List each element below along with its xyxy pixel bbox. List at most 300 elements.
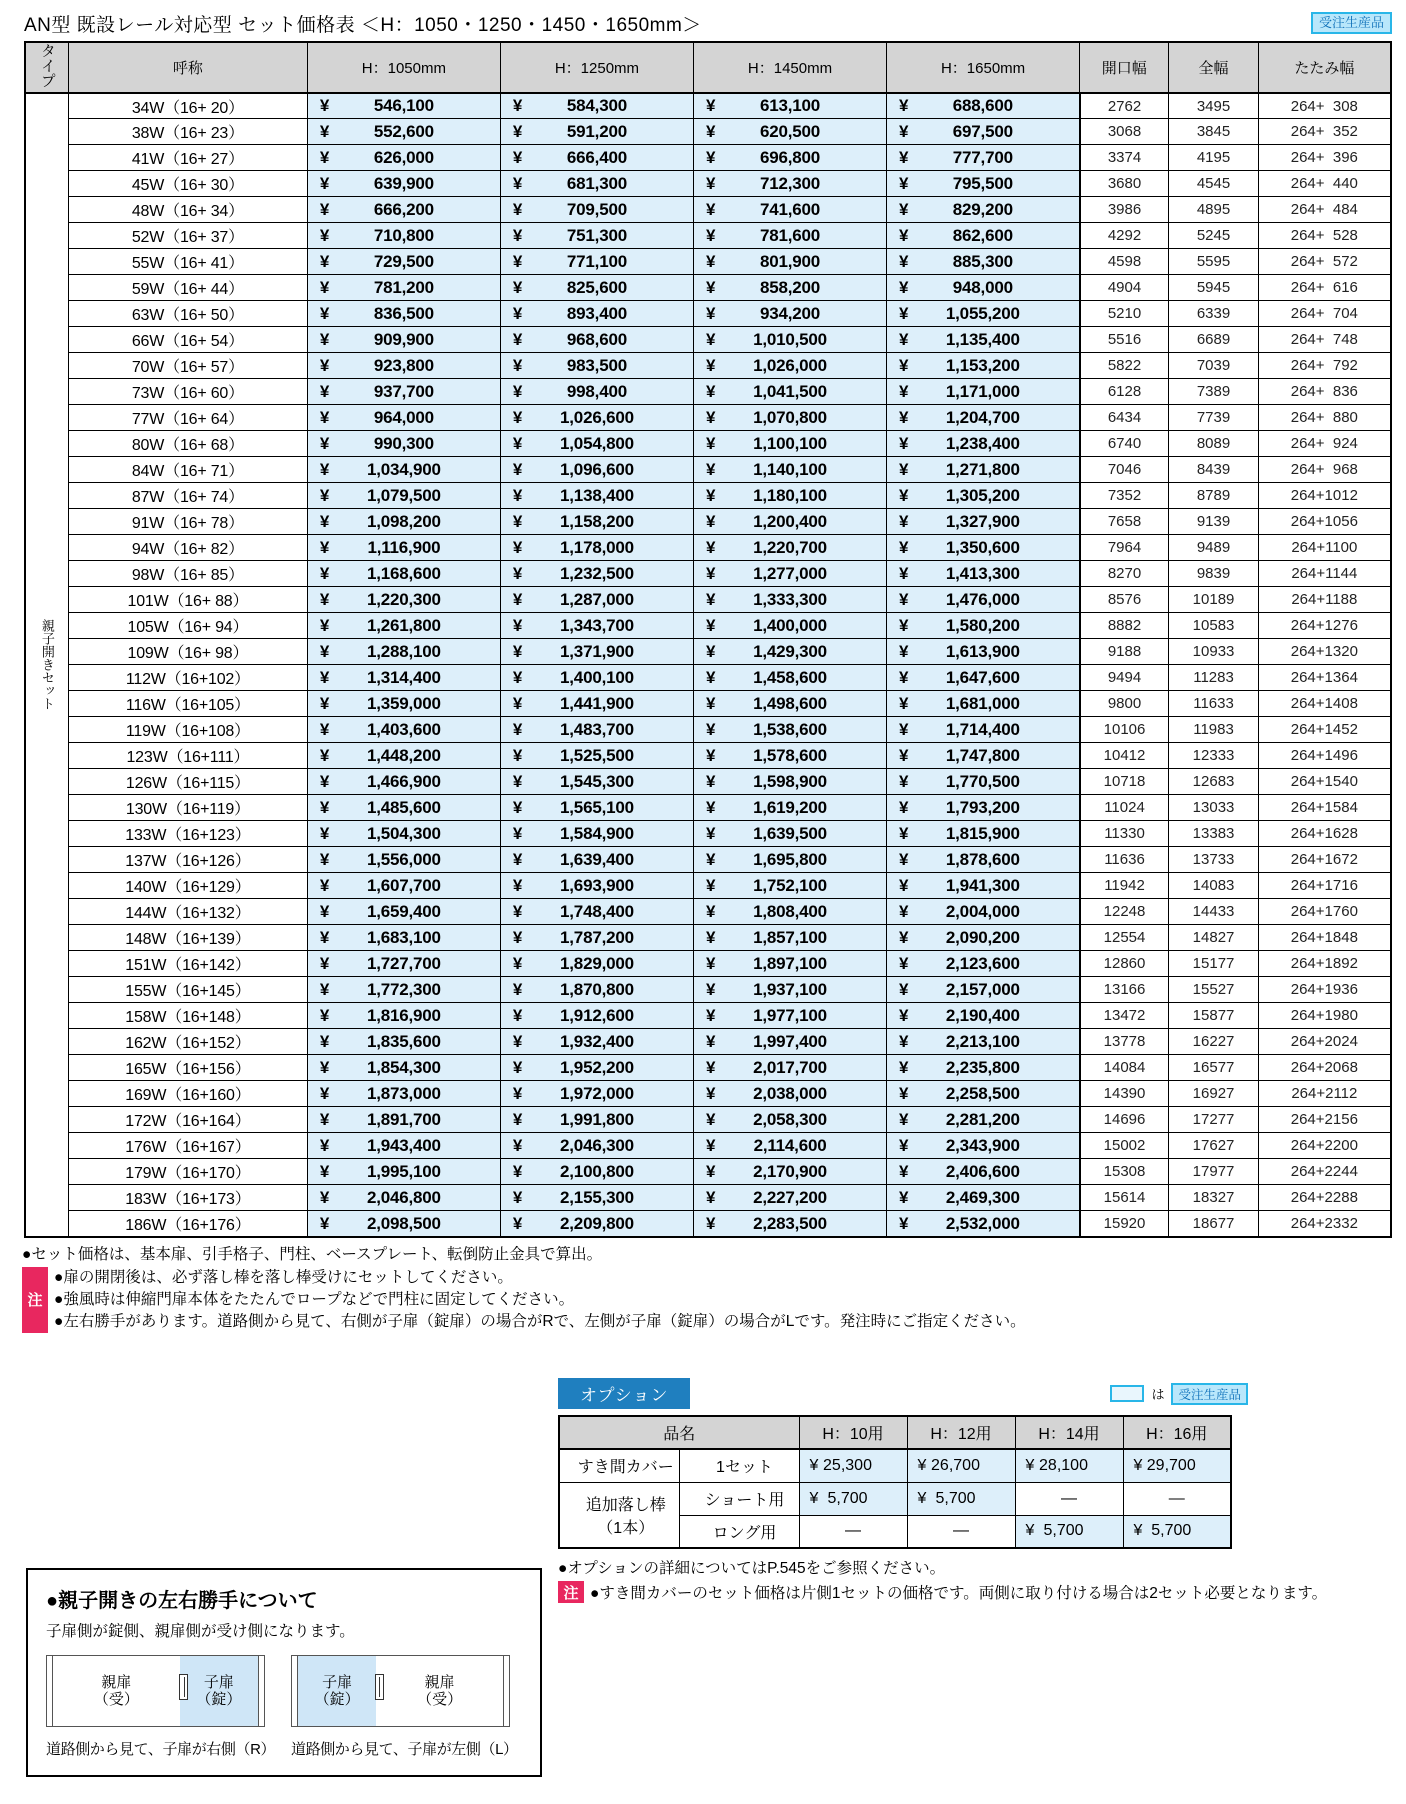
price-cell-h1650: ¥ 1,171,000 bbox=[887, 379, 1080, 405]
folded-width-cell: 264+ 704 bbox=[1258, 301, 1391, 327]
price-cell-h1650: ¥ 1,350,600 bbox=[887, 535, 1080, 561]
yen-symbol: ¥ bbox=[319, 771, 330, 791]
price-cell-h1050: ¥ 923,800 bbox=[307, 353, 500, 379]
yen-symbol: ¥ bbox=[899, 901, 909, 921]
option-price-empty: — bbox=[1123, 1482, 1231, 1515]
yen-symbol: ¥ bbox=[899, 1057, 909, 1077]
price-cell-h1450: ¥ 1,997,400 bbox=[693, 1029, 886, 1055]
yen-symbol: ¥ bbox=[899, 563, 909, 583]
yen-symbol: ¥ bbox=[899, 329, 909, 349]
price-cell-h1650: ¥ 948,000 bbox=[887, 275, 1080, 301]
row-name: 105W（16+ 94） bbox=[68, 613, 307, 639]
opening-width-cell: 6434 bbox=[1080, 405, 1169, 431]
folded-width-cell: 264+ 440 bbox=[1258, 171, 1391, 197]
table-row bbox=[25, 93, 1391, 119]
gate-post-left-icon bbox=[46, 1655, 53, 1727]
row-name: 73W（16+ 60） bbox=[68, 379, 307, 405]
yen-symbol: ¥ bbox=[512, 1031, 523, 1051]
option-price-h10: ¥ 5,700 bbox=[799, 1482, 907, 1515]
row-name: 176W（16+167） bbox=[68, 1133, 307, 1159]
yen-symbol: ¥ bbox=[319, 537, 330, 557]
yen-symbol: ¥ bbox=[705, 355, 716, 375]
price-cell-h1250: ¥ 1,054,800 bbox=[500, 431, 693, 457]
price-cell-h1050: ¥ 1,288,100 bbox=[307, 639, 500, 665]
price-cell-h1250: ¥ 681,300 bbox=[500, 171, 693, 197]
total-width-cell: 13383 bbox=[1169, 821, 1258, 847]
price-cell-h1450: ¥ 1,400,000 bbox=[693, 613, 886, 639]
yen-symbol: ¥ bbox=[899, 667, 909, 687]
option-price-h10: ¥ 25,300 bbox=[799, 1449, 907, 1482]
yen-symbol: ¥ bbox=[899, 277, 909, 297]
total-width-cell: 16227 bbox=[1169, 1029, 1258, 1055]
total-width-cell: 6339 bbox=[1169, 301, 1258, 327]
table-row bbox=[25, 275, 1391, 301]
yen-symbol: ¥ bbox=[512, 225, 523, 245]
folded-width-cell: 264+1980 bbox=[1258, 1003, 1391, 1029]
row-name: 123W（16+111） bbox=[68, 743, 307, 769]
option-caution-group bbox=[558, 1581, 1328, 1603]
yen-symbol: ¥ bbox=[512, 355, 523, 375]
price-cell-h1650: ¥ 688,600 bbox=[887, 93, 1080, 119]
yen-symbol: ¥ bbox=[512, 875, 523, 895]
yen-symbol: ¥ bbox=[899, 511, 909, 531]
opening-width-cell: 14696 bbox=[1080, 1107, 1169, 1133]
folded-width-cell: 264+1100 bbox=[1258, 535, 1391, 561]
yen-symbol: ¥ bbox=[705, 407, 716, 427]
caution-item: ●強風時は伸縮門扉本体をたたんでロープなどで門柱に固定してください。 bbox=[54, 1290, 575, 1308]
opening-width-cell: 6128 bbox=[1080, 379, 1169, 405]
price-cell-h1650: ¥ 1,793,200 bbox=[887, 795, 1080, 821]
yen-symbol: ¥ bbox=[512, 901, 523, 921]
table-row bbox=[25, 795, 1391, 821]
price-cell-h1050: ¥ 1,873,000 bbox=[307, 1081, 500, 1107]
yen-symbol: ¥ bbox=[319, 1005, 330, 1025]
yen-symbol: ¥ bbox=[809, 1456, 819, 1474]
yen-symbol: ¥ bbox=[899, 459, 909, 479]
option-price-h14: ¥ 5,700 bbox=[1015, 1515, 1123, 1548]
gate-post-right-icon bbox=[258, 1655, 265, 1727]
price-cell-h1050: ¥ 729,500 bbox=[307, 249, 500, 275]
total-width-cell: 9139 bbox=[1169, 509, 1258, 535]
option-table-body bbox=[559, 1449, 1231, 1548]
row-name: 112W（16+102） bbox=[68, 665, 307, 691]
bottom-left-column bbox=[26, 1378, 542, 1777]
total-width-cell: 13033 bbox=[1169, 795, 1258, 821]
folded-width-cell: 264+ 924 bbox=[1258, 431, 1391, 457]
yen-symbol: ¥ bbox=[512, 121, 523, 141]
yen-symbol: ¥ bbox=[705, 797, 716, 817]
price-cell-h1650: ¥ 1,613,900 bbox=[887, 639, 1080, 665]
total-width-cell: 4545 bbox=[1169, 171, 1258, 197]
price-cell-h1650: ¥ 862,600 bbox=[887, 223, 1080, 249]
row-name: 63W（16+ 50） bbox=[68, 301, 307, 327]
yen-symbol: ¥ bbox=[512, 329, 523, 349]
row-name: 98W（16+ 85） bbox=[68, 561, 307, 587]
parent-door-label-2: （受） bbox=[93, 1691, 139, 1708]
total-width-cell: 11633 bbox=[1169, 691, 1258, 717]
price-cell-h1050: ¥ 1,116,900 bbox=[307, 535, 500, 561]
price-cell-h1450: ¥ 1,752,100 bbox=[693, 873, 886, 899]
price-cell-h1450: ¥ 1,977,100 bbox=[693, 1003, 886, 1029]
price-cell-h1450: ¥ 1,458,600 bbox=[693, 665, 886, 691]
yen-symbol: ¥ bbox=[705, 771, 716, 791]
price-cell-h1650: ¥ 1,580,200 bbox=[887, 613, 1080, 639]
yen-symbol: ¥ bbox=[512, 641, 523, 661]
yen-symbol: ¥ bbox=[705, 1135, 716, 1155]
price-cell-h1250: ¥ 771,100 bbox=[500, 249, 693, 275]
child-door-label-3: 子扉 bbox=[322, 1673, 353, 1691]
yen-symbol: ¥ bbox=[899, 485, 909, 505]
opt-col-h14: H：14用 bbox=[1015, 1416, 1123, 1449]
price-cell-h1450: ¥ 2,058,300 bbox=[693, 1107, 886, 1133]
folded-width-cell: 264+ 836 bbox=[1258, 379, 1391, 405]
price-cell-h1250: ¥ 1,972,000 bbox=[500, 1081, 693, 1107]
price-cell-h1650: ¥ 1,747,800 bbox=[887, 743, 1080, 769]
opening-width-cell: 13472 bbox=[1080, 1003, 1169, 1029]
price-cell-h1050: ¥ 1,220,300 bbox=[307, 587, 500, 613]
yen-symbol: ¥ bbox=[319, 381, 330, 401]
yen-symbol: ¥ bbox=[1025, 1522, 1035, 1540]
table-row bbox=[25, 665, 1391, 691]
table-row bbox=[25, 483, 1391, 509]
table-row bbox=[25, 1003, 1391, 1029]
total-width-cell: 9489 bbox=[1169, 535, 1258, 561]
folded-width-cell: 264+ 484 bbox=[1258, 197, 1391, 223]
total-width-cell: 7039 bbox=[1169, 353, 1258, 379]
notes-section bbox=[0, 1238, 1406, 1333]
yen-symbol: ¥ bbox=[705, 615, 716, 635]
price-cell-h1250: ¥ 1,912,600 bbox=[500, 1003, 693, 1029]
opening-width-cell: 12248 bbox=[1080, 899, 1169, 925]
yen-symbol: ¥ bbox=[319, 329, 330, 349]
table-row bbox=[25, 639, 1391, 665]
price-cell-h1050: ¥ 990,300 bbox=[307, 431, 500, 457]
row-name: 119W（16+108） bbox=[68, 717, 307, 743]
parent-door-panel bbox=[53, 1656, 180, 1726]
total-width-cell: 15877 bbox=[1169, 1003, 1258, 1029]
option-sub-label: ショート用 bbox=[679, 1482, 799, 1515]
row-name: 109W（16+ 98） bbox=[68, 639, 307, 665]
total-width-cell: 16927 bbox=[1169, 1081, 1258, 1107]
opening-width-cell: 3374 bbox=[1080, 145, 1169, 171]
folded-width-cell: 264+1188 bbox=[1258, 587, 1391, 613]
price-cell-h1050: ¥ 1,995,100 bbox=[307, 1159, 500, 1185]
opening-width-cell: 3680 bbox=[1080, 171, 1169, 197]
price-cell-h1650: ¥ 2,235,800 bbox=[887, 1055, 1080, 1081]
door-panels-l bbox=[298, 1655, 503, 1727]
made-to-order-badge: 受注生産品 bbox=[1311, 12, 1392, 34]
table-row bbox=[25, 1029, 1391, 1055]
opening-width-cell: 5210 bbox=[1080, 301, 1169, 327]
opt-col-item: 品名 bbox=[559, 1416, 799, 1449]
price-cell-h1450: ¥ 696,800 bbox=[693, 145, 886, 171]
row-name: 91W（16+ 78） bbox=[68, 509, 307, 535]
option-legend bbox=[1110, 1383, 1248, 1405]
opening-width-cell: 4904 bbox=[1080, 275, 1169, 301]
folded-width-cell: 264+2288 bbox=[1258, 1185, 1391, 1211]
folded-width-cell: 264+2024 bbox=[1258, 1029, 1391, 1055]
price-cell-h1250: ¥ 1,639,400 bbox=[500, 847, 693, 873]
yen-symbol: ¥ bbox=[319, 1083, 330, 1103]
total-width-cell: 4895 bbox=[1169, 197, 1258, 223]
col-header-opening-width: 開口幅 bbox=[1080, 42, 1169, 93]
opt-col-h12: H：12用 bbox=[907, 1416, 1015, 1449]
yen-symbol: ¥ bbox=[512, 979, 523, 999]
table-row bbox=[25, 561, 1391, 587]
folded-width-cell: 264+2332 bbox=[1258, 1211, 1391, 1237]
yen-symbol: ¥ bbox=[319, 979, 330, 999]
price-cell-h1050: ¥ 1,466,900 bbox=[307, 769, 500, 795]
yen-symbol: ¥ bbox=[705, 173, 716, 193]
yen-symbol: ¥ bbox=[705, 251, 716, 271]
yen-symbol: ¥ bbox=[705, 927, 716, 947]
yen-symbol: ¥ bbox=[705, 147, 716, 167]
price-cell-h1450: ¥ 1,639,500 bbox=[693, 821, 886, 847]
yen-symbol: ¥ bbox=[705, 875, 716, 895]
option-caution-text: ●すき間カバーのセット価格は片側1セットの価格です。両側に取り付ける場合は2セット必要となります。 bbox=[590, 1585, 1328, 1602]
price-cell-h1450: ¥ 1,277,000 bbox=[693, 561, 886, 587]
folded-width-cell: 264+1144 bbox=[1258, 561, 1391, 587]
price-cell-h1250: ¥ 591,200 bbox=[500, 119, 693, 145]
row-name: 77W（16+ 64） bbox=[68, 405, 307, 431]
table-row bbox=[25, 197, 1391, 223]
yen-symbol: ¥ bbox=[899, 355, 909, 375]
opening-width-cell: 10718 bbox=[1080, 769, 1169, 795]
price-cell-h1450: ¥ 1,808,400 bbox=[693, 899, 886, 925]
yen-symbol: ¥ bbox=[899, 641, 909, 661]
price-cell-h1250: ¥ 584,300 bbox=[500, 93, 693, 119]
set-price-table bbox=[24, 41, 1392, 1238]
total-width-cell: 4195 bbox=[1169, 145, 1258, 171]
price-cell-h1450: ¥ 2,114,600 bbox=[693, 1133, 886, 1159]
row-name: 155W（16+145） bbox=[68, 977, 307, 1003]
yen-symbol: ¥ bbox=[512, 771, 523, 791]
handing-title: ●親子開きの左右勝手について bbox=[46, 1590, 318, 1612]
yen-symbol: ¥ bbox=[319, 355, 330, 375]
opening-width-cell: 4292 bbox=[1080, 223, 1169, 249]
opening-width-cell: 11636 bbox=[1080, 847, 1169, 873]
price-cell-h1650: ¥ 1,305,200 bbox=[887, 483, 1080, 509]
yen-symbol: ¥ bbox=[705, 953, 716, 973]
folded-width-cell: 264+1716 bbox=[1258, 873, 1391, 899]
price-cell-h1250: ¥ 1,870,800 bbox=[500, 977, 693, 1003]
yen-symbol: ¥ bbox=[899, 979, 909, 999]
price-cell-h1450: ¥ 1,140,100 bbox=[693, 457, 886, 483]
price-cell-h1250: ¥ 2,209,800 bbox=[500, 1211, 693, 1237]
yen-symbol: ¥ bbox=[319, 849, 330, 869]
price-cell-h1050: ¥ 639,900 bbox=[307, 171, 500, 197]
yen-symbol: ¥ bbox=[512, 433, 523, 453]
row-name: 179W（16+170） bbox=[68, 1159, 307, 1185]
yen-symbol: ¥ bbox=[899, 589, 909, 609]
price-cell-h1250: ¥ 1,343,700 bbox=[500, 613, 693, 639]
price-cell-h1250: ¥ 1,371,900 bbox=[500, 639, 693, 665]
price-cell-h1250: ¥ 2,046,300 bbox=[500, 1133, 693, 1159]
yen-symbol: ¥ bbox=[899, 797, 909, 817]
price-cell-h1650: ¥ 1,327,900 bbox=[887, 509, 1080, 535]
yen-symbol: ¥ bbox=[899, 121, 909, 141]
yen-symbol: ¥ bbox=[319, 901, 330, 921]
table-row bbox=[25, 1133, 1391, 1159]
table-row bbox=[25, 535, 1391, 561]
row-name: 133W（16+123） bbox=[68, 821, 307, 847]
option-note-lead: ●オプションの詳細についてはP.545をご参照ください。 bbox=[558, 1560, 946, 1577]
yen-symbol: ¥ bbox=[512, 745, 523, 765]
opening-width-cell: 11024 bbox=[1080, 795, 1169, 821]
price-cell-h1050: ¥ 1,835,600 bbox=[307, 1029, 500, 1055]
price-table-wrapper bbox=[0, 41, 1406, 1238]
table-row bbox=[25, 223, 1391, 249]
yen-symbol: ¥ bbox=[705, 511, 716, 531]
caution-badge: 注 bbox=[22, 1267, 48, 1333]
door-diagram-r bbox=[46, 1655, 265, 1727]
door-figure-left bbox=[291, 1655, 518, 1759]
yen-symbol: ¥ bbox=[705, 823, 716, 843]
type-cell: 親子開きセット bbox=[25, 93, 68, 1237]
price-cell-h1050: ¥ 964,000 bbox=[307, 405, 500, 431]
yen-symbol: ¥ bbox=[512, 1109, 523, 1129]
total-width-cell: 13733 bbox=[1169, 847, 1258, 873]
folded-width-cell: 264+1672 bbox=[1258, 847, 1391, 873]
legend-made-to-order-badge: 受注生産品 bbox=[1171, 1383, 1248, 1405]
total-width-cell: 15527 bbox=[1169, 977, 1258, 1003]
price-cell-h1650: ¥ 2,090,200 bbox=[887, 925, 1080, 951]
total-width-cell: 16577 bbox=[1169, 1055, 1258, 1081]
yen-symbol: ¥ bbox=[705, 329, 716, 349]
price-cell-h1250: ¥ 1,932,400 bbox=[500, 1029, 693, 1055]
yen-symbol: ¥ bbox=[512, 1083, 523, 1103]
yen-symbol: ¥ bbox=[705, 589, 716, 609]
option-row bbox=[559, 1449, 1231, 1482]
price-cell-h1050: ¥ 1,891,700 bbox=[307, 1107, 500, 1133]
folded-width-cell: 264+ 968 bbox=[1258, 457, 1391, 483]
yen-symbol: ¥ bbox=[319, 121, 330, 141]
yen-symbol: ¥ bbox=[512, 147, 523, 167]
price-cell-h1050: ¥ 1,448,200 bbox=[307, 743, 500, 769]
option-price-empty: — bbox=[799, 1515, 907, 1548]
row-name: 55W（16+ 41） bbox=[68, 249, 307, 275]
price-cell-h1450: ¥ 1,937,100 bbox=[693, 977, 886, 1003]
price-cell-h1050: ¥ 1,079,500 bbox=[307, 483, 500, 509]
row-name: 172W（16+164） bbox=[68, 1107, 307, 1133]
table-row bbox=[25, 1055, 1391, 1081]
price-cell-h1050: ¥ 1,607,700 bbox=[307, 873, 500, 899]
yen-symbol: ¥ bbox=[899, 147, 909, 167]
option-notes bbox=[558, 1556, 1328, 1603]
yen-symbol: ¥ bbox=[899, 1135, 909, 1155]
price-cell-h1650: ¥ 1,681,000 bbox=[887, 691, 1080, 717]
table-row bbox=[25, 457, 1391, 483]
table-row bbox=[25, 327, 1391, 353]
yen-symbol: ¥ bbox=[899, 1031, 909, 1051]
yen-symbol: ¥ bbox=[319, 1109, 330, 1129]
total-width-cell: 10933 bbox=[1169, 639, 1258, 665]
yen-symbol: ¥ bbox=[512, 927, 523, 947]
option-item-name: 追加落し棒（1本） bbox=[559, 1482, 679, 1548]
price-cell-h1250: ¥ 1,952,200 bbox=[500, 1055, 693, 1081]
folded-width-cell: 264+1276 bbox=[1258, 613, 1391, 639]
opt-col-h16: H：16用 bbox=[1123, 1416, 1231, 1449]
option-sub-label: 1セット bbox=[679, 1449, 799, 1482]
option-header-row-cells bbox=[559, 1416, 1231, 1449]
price-cell-h1450: ¥ 1,200,400 bbox=[693, 509, 886, 535]
price-cell-h1250: ¥ 1,178,000 bbox=[500, 535, 693, 561]
opening-width-cell: 8270 bbox=[1080, 561, 1169, 587]
opening-width-cell: 15920 bbox=[1080, 1211, 1169, 1237]
price-cell-h1050: ¥ 1,314,400 bbox=[307, 665, 500, 691]
opening-width-cell: 2762 bbox=[1080, 93, 1169, 119]
door-figures bbox=[46, 1655, 522, 1759]
yen-symbol: ¥ bbox=[1133, 1522, 1143, 1540]
price-cell-h1450: ¥ 1,857,100 bbox=[693, 925, 886, 951]
price-cell-h1450: ¥ 781,600 bbox=[693, 223, 886, 249]
yen-symbol: ¥ bbox=[917, 1489, 927, 1507]
caution-group bbox=[22, 1267, 1392, 1333]
yen-symbol: ¥ bbox=[899, 173, 909, 193]
table-row bbox=[25, 509, 1391, 535]
yen-symbol: ¥ bbox=[899, 1109, 909, 1129]
yen-symbol: ¥ bbox=[319, 667, 330, 687]
yen-symbol: ¥ bbox=[512, 485, 523, 505]
total-width-cell: 14433 bbox=[1169, 899, 1258, 925]
table-row bbox=[25, 925, 1391, 951]
price-cell-h1650: ¥ 1,878,600 bbox=[887, 847, 1080, 873]
yen-symbol: ¥ bbox=[705, 1213, 716, 1233]
yen-symbol: ¥ bbox=[705, 901, 716, 921]
yen-symbol: ¥ bbox=[899, 199, 909, 219]
opening-width-cell: 14084 bbox=[1080, 1055, 1169, 1081]
legend-color-swatch bbox=[1110, 1385, 1144, 1402]
folded-width-cell: 264+1012 bbox=[1258, 483, 1391, 509]
table-row bbox=[25, 691, 1391, 717]
gate-post-right-icon-2 bbox=[503, 1655, 510, 1727]
opening-width-cell: 5516 bbox=[1080, 327, 1169, 353]
yen-symbol: ¥ bbox=[319, 589, 330, 609]
folded-width-cell: 264+1936 bbox=[1258, 977, 1391, 1003]
price-cell-h1450: ¥ 1,498,600 bbox=[693, 691, 886, 717]
total-width-cell: 18327 bbox=[1169, 1185, 1258, 1211]
price-cell-h1450: ¥ 801,900 bbox=[693, 249, 886, 275]
price-cell-h1250: ¥ 1,829,000 bbox=[500, 951, 693, 977]
table-row bbox=[25, 1185, 1391, 1211]
title-row bbox=[0, 0, 1406, 41]
folded-width-cell: 264+1628 bbox=[1258, 821, 1391, 847]
row-name: 169W（16+160） bbox=[68, 1081, 307, 1107]
total-width-cell: 3845 bbox=[1169, 119, 1258, 145]
yen-symbol: ¥ bbox=[319, 719, 330, 739]
yen-symbol: ¥ bbox=[705, 1083, 716, 1103]
table-row bbox=[25, 405, 1391, 431]
opening-width-cell: 3068 bbox=[1080, 119, 1169, 145]
option-caution-badge: 注 bbox=[558, 1581, 584, 1603]
price-cell-h1050: ¥ 1,816,900 bbox=[307, 1003, 500, 1029]
row-name: 140W（16+129） bbox=[68, 873, 307, 899]
opening-width-cell: 10106 bbox=[1080, 717, 1169, 743]
price-cell-h1650: ¥ 1,153,200 bbox=[887, 353, 1080, 379]
total-width-cell: 11983 bbox=[1169, 717, 1258, 743]
opening-width-cell: 8576 bbox=[1080, 587, 1169, 613]
price-cell-h1650: ¥ 2,469,300 bbox=[887, 1185, 1080, 1211]
yen-symbol: ¥ bbox=[512, 199, 523, 219]
price-cell-h1250: ¥ 1,138,400 bbox=[500, 483, 693, 509]
option-price-h12: ¥ 26,700 bbox=[907, 1449, 1015, 1482]
price-cell-h1450: ¥ 1,619,200 bbox=[693, 795, 886, 821]
table-row bbox=[25, 1159, 1391, 1185]
total-width-cell: 10583 bbox=[1169, 613, 1258, 639]
folded-width-cell: 264+ 396 bbox=[1258, 145, 1391, 171]
price-cell-h1250: ¥ 1,787,200 bbox=[500, 925, 693, 951]
total-width-cell: 9839 bbox=[1169, 561, 1258, 587]
